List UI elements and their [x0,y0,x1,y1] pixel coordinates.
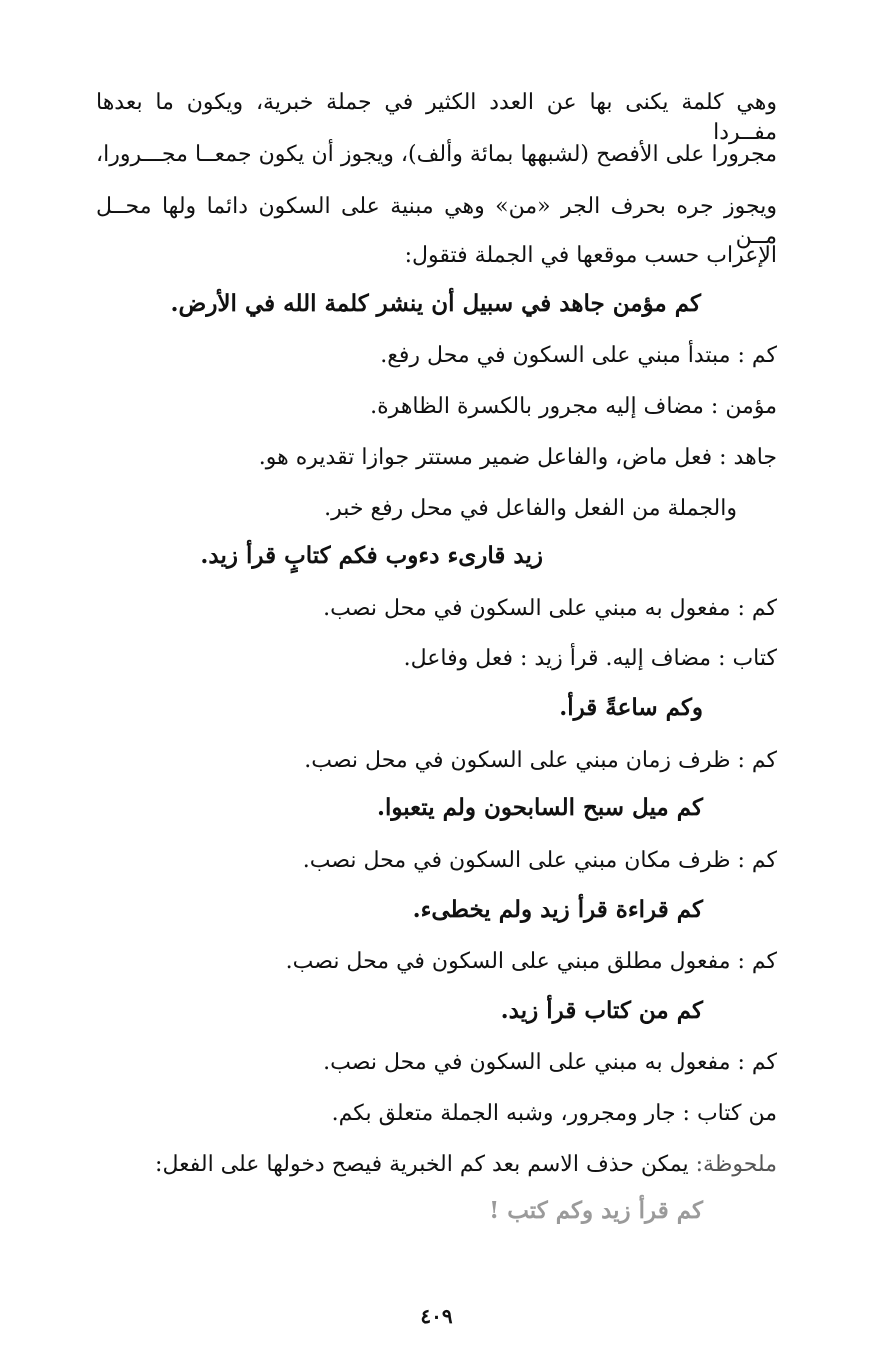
example-sentence-3: وكم ساعةً قرأ. [559,694,703,721]
analysis-line: مؤمن : مضاف إليه مجرور بالكسرة الظاهرة. [370,394,777,419]
analysis-line: كم : مفعول به مبني على السكون في محل نصب. [323,1050,777,1075]
analysis-line: من كتاب : جار ومجرور، وشبه الجملة متعلق بكم. [331,1101,777,1126]
analysis-line: كم : مفعول مطلق مبني على السكون في محل نصب. [285,949,777,974]
paragraph-line-2: مجرورا على الأفصح (لشبهها بمائة وألف)، ويجوز أن يكون جمعــا مجـــرورا، [96,142,777,167]
example-sentence-4: كم ميل سبح السابحون ولم يتعبوا. [376,794,703,821]
example-sentence-5: كم قراءة قرأ زيد ولم يخطىء. [412,896,703,923]
analysis-line: كتاب : مضاف إليه. قرأ زيد : فعل وفاعل. [403,646,777,671]
analysis-line: كم : مبتدأ مبني على السكون في محل رفع. [380,343,777,368]
analysis-line: كم : مفعول به مبني على السكون في محل نصب. [323,596,777,621]
example-sentence-6: كم من كتاب قرأ زيد. [500,997,703,1024]
analysis-line: والجملة من الفعل والفاعل في محل رفع خبر. [324,496,737,521]
analysis-line: كم : ظرف زمان مبني على السكون في محل نصب. [304,748,777,773]
note-line [155,1150,777,1180]
example-sentence-2: زيد قارىء دءوب فكم كتابٍ قرأ زيد. [200,542,543,569]
paragraph-line-3: ويجوز جره بحرف الجر «من» وهي مبنية على السكون دائما ولها محــل مــن [96,194,777,249]
example-sentence-1: كم مؤمن جاهد في سبيل أن ينشر كلمة الله في الأرض. [170,290,701,317]
analysis-line: كم : ظرف مكان مبني على السكون في محل نصب. [302,848,777,873]
note-text: يمكن حذف الاسم بعد كم الخبرية فيصح دخولها على الفعل: [155,1152,696,1177]
note-label: ملحوظة: [695,1152,777,1177]
note-example: كم قرأ زيد وكم كتب ! [489,1197,703,1224]
paragraph-line-1: وهي كلمة يكنى بها عن العدد الكثير في جملة خبرية، ويكون ما بعدها مفــردا [96,90,777,145]
paragraph-line-4: الإعراب حسب موقعها في الجملة فتقول: [404,243,777,268]
analysis-line: جاهد : فعل ماض، والفاعل ضمير مستتر جوازا تقديره هو. [258,445,777,470]
page-number: ٤٠٩ [420,1304,453,1328]
